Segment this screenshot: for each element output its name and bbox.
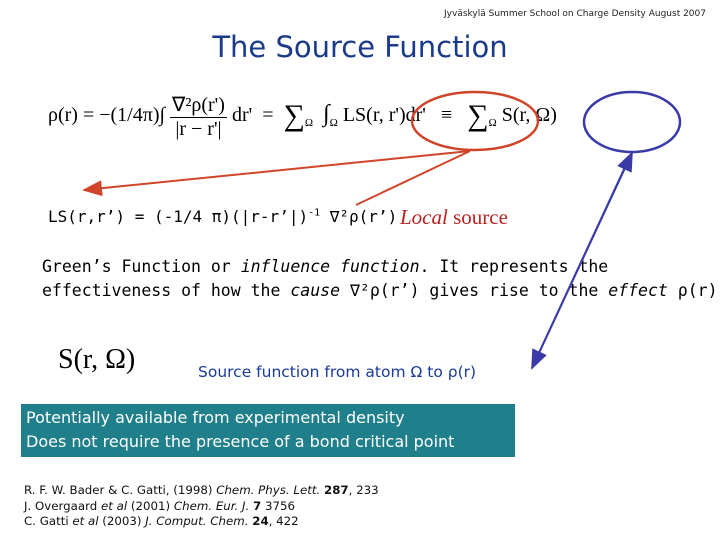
- equivalent-sign: ≡: [440, 104, 453, 127]
- ref2-authors-a: J. Overgaard: [24, 498, 101, 513]
- ls-term: LS(r, r')dr': [342, 104, 426, 127]
- source-function-note: Source function from atom Ω to ρ(r): [198, 363, 477, 381]
- green-line1-a: Green’s Function or: [42, 257, 241, 276]
- ls-term-ellipse-red: [412, 92, 538, 150]
- ref3-authors-a: C. Gatti: [24, 514, 73, 528]
- ref3-authors-b: (2003): [98, 514, 146, 528]
- green-effect: effect: [608, 281, 668, 300]
- equation-equals: =: [262, 104, 274, 127]
- blue-pointer-left: [256, 355, 300, 356]
- equation-lhs: ρ(r) = −(1/4π)∫: [48, 104, 165, 127]
- sum-symbol-1: ∑: [283, 99, 305, 133]
- sum-subscript-2: Ω: [488, 117, 497, 130]
- ref3-pages: , 422: [268, 514, 299, 528]
- ref3-etal: et al: [72, 514, 99, 528]
- integral-symbol: ∫: [323, 101, 330, 128]
- ref1-volume: 287: [323, 483, 349, 497]
- integral-subscript: Ω: [329, 117, 338, 130]
- blue-pointer-up: [532, 153, 632, 368]
- sum-subscript-1: Ω: [304, 117, 314, 130]
- s-term: S(r, Ω): [501, 104, 557, 127]
- source-function-symbol: S(r, Ω): [58, 344, 136, 375]
- fraction-numerator: ∇²ρ(r'): [171, 94, 225, 116]
- green-line1-b: . It represents the: [419, 257, 609, 276]
- ls-definition-text: LS(r,r’) = (-1/4 π)(|r-r’|): [48, 207, 309, 226]
- green-line2-c: ρ(r): [667, 281, 718, 300]
- slide-title: The Source Function: [212, 30, 508, 64]
- ls-definition-tail: ∇²ρ(r’): [320, 207, 398, 226]
- ls-exponent: -1: [308, 207, 321, 219]
- sum-symbol-2: ∑: [467, 99, 489, 133]
- local-rest: source: [447, 205, 508, 229]
- ref2-pages: 3756: [261, 498, 295, 513]
- blue-arrow-to-symbol: [630, 153, 640, 300]
- ref3-volume: 24: [252, 514, 269, 528]
- box-line-1: Potentially available from experimental density: [26, 408, 405, 427]
- s-term-ellipse-blue: [584, 92, 680, 152]
- ref2-volume: 7: [253, 498, 262, 513]
- ref1-journal: Chem. Phys. Lett.: [216, 483, 321, 497]
- green-line1-italic: influence function: [240, 257, 420, 276]
- ref2-etal: et al: [100, 498, 128, 513]
- ref3-journal: J. Comput. Chem.: [145, 514, 249, 528]
- ref1-pages: , 233: [348, 483, 379, 497]
- box-line-2: Does not require the presence of a bond critical point: [26, 432, 455, 451]
- red-arrow-to-ls: [84, 151, 470, 190]
- ref2-journal: Chem. Eur. J.: [173, 498, 250, 513]
- green-line2-a: effectiveness of how the: [42, 281, 291, 300]
- green-cause: cause: [290, 281, 341, 300]
- equation-dr: dr': [231, 104, 253, 127]
- ref1-authors: R. F. W. Bader & C. Gatti, (1998): [24, 483, 217, 497]
- green-line2-b: ∇²ρ(r’) gives rise to the: [340, 281, 609, 300]
- local-italic: Local: [400, 205, 448, 229]
- fraction-denominator: |r − r'|: [175, 118, 222, 140]
- red-arrow-to-local: [356, 151, 470, 205]
- ref2-authors-b: (2001): [127, 498, 174, 513]
- header-text: Jyväskylä Summer School on Charge Density August 2007: [444, 9, 706, 19]
